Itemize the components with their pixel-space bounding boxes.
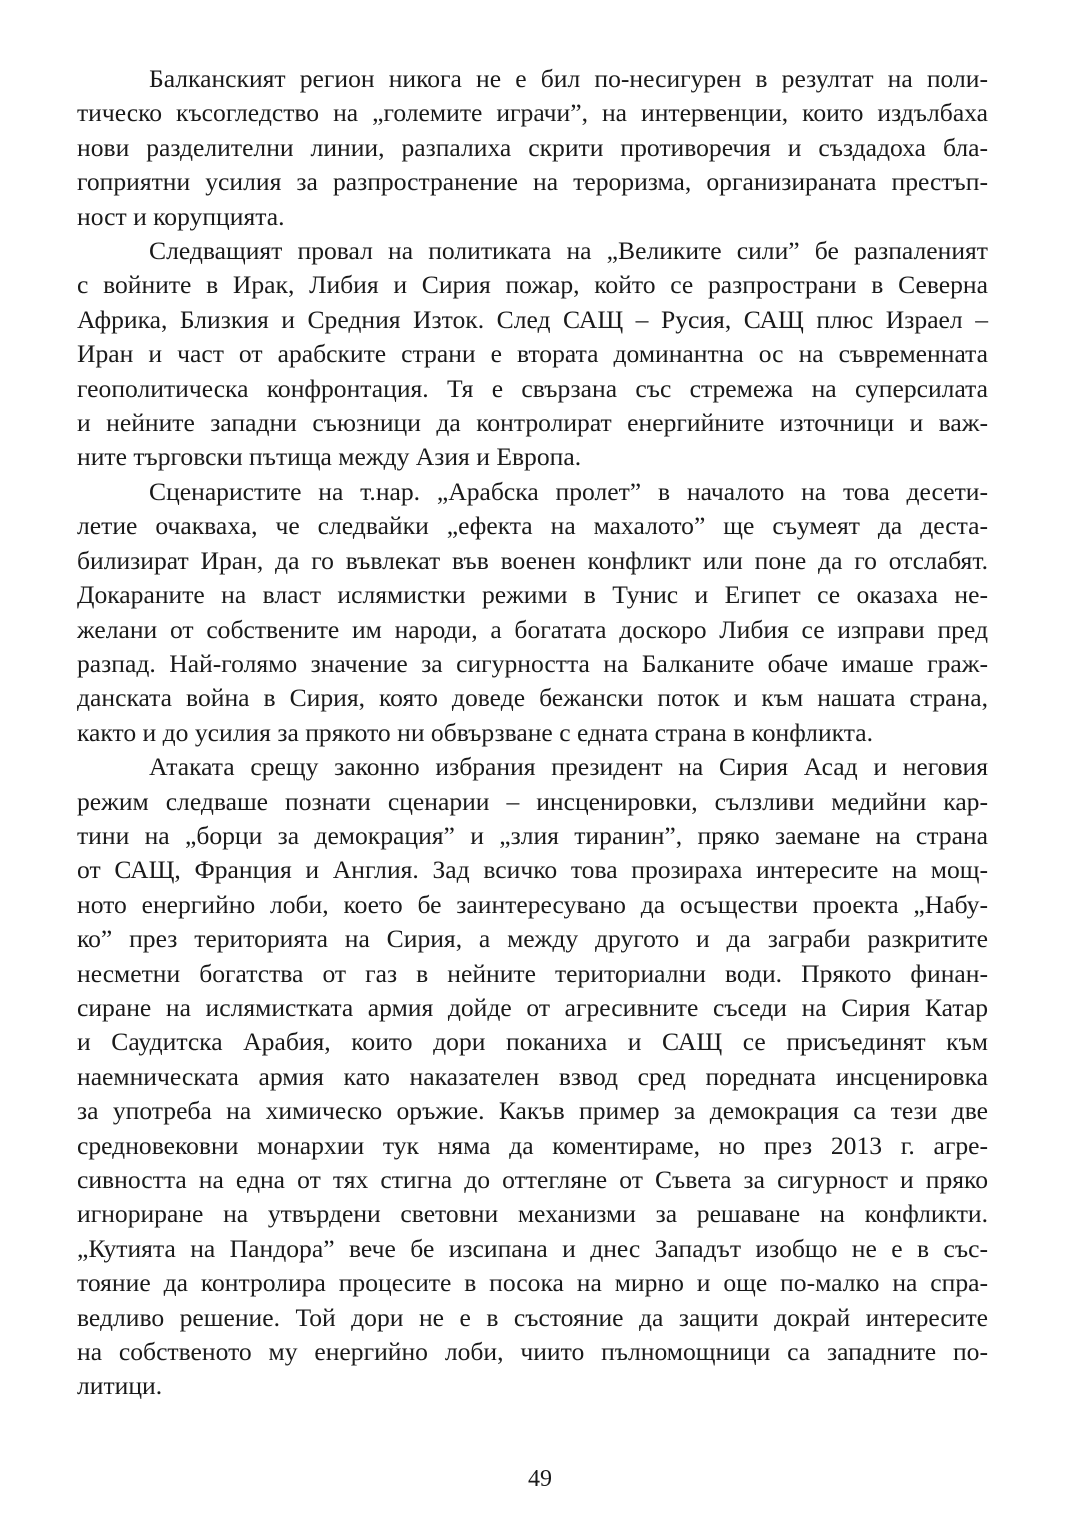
paragraph-2 — [77, 234, 988, 475]
text-line: и нейните западни съюзници да контролират енергийните източници и важ- — [77, 408, 988, 438]
text-line: Сценаристите на т.нар. „Арабска пролет” в началото на това десети- — [149, 476, 988, 506]
text-line: сиране на ислямистката армия дойде от агресивните съседи на Сирия Катар — [77, 992, 988, 1022]
text-line: литици. — [77, 1371, 163, 1401]
text-line: Иран и част от арабските страни е втората доминантна ос на съвременната — [77, 339, 988, 369]
text-line: и Саудитска Арабия, които дори поканиха и САЩ се присъединят към — [77, 1027, 988, 1057]
paragraph-1 — [77, 62, 988, 234]
text-line: тическо късогледство на „големите играчи”, на интервенции, които издълбаха — [77, 98, 988, 128]
text-line: наемническата армия като наказателен взвод сред поредната инсценировка — [77, 1061, 988, 1091]
text-line: билизират Иран, да го въвлекат във военен конфликт или поне да го отслабят. — [77, 545, 988, 575]
text-line: геополитическа конфронтация. Тя е свързана със стремежа на суперсилата — [77, 373, 988, 403]
text-line: гоприятни усилия за разпространение на тероризма, организираната престъп- — [77, 167, 988, 197]
text-line: на собственото му енергийно лоби, чиито пълномощници са западните по- — [77, 1337, 988, 1367]
text-line: Африка, Близкия и Средния Изток. След САЩ – Русия, САЩ плюс Израел – — [77, 304, 988, 334]
text-line: сивността на една от тях стигна до оттегляне от Съвета за сигурност и пряко — [77, 1165, 988, 1194]
text-line: режим следваше познати сценарии – инсценировки, сълзливи медийни кар- — [77, 786, 988, 816]
text-line: ното енергийно лоби, което бе заинтересувано да осъществи проекта „Набу- — [77, 889, 988, 919]
text-line: ведливо решение. Той дори не е в състояние да защити докрай интересите — [77, 1302, 988, 1332]
text-line: за употреба на химическо оръжие. Какъв пример за демокрация са тези две — [77, 1096, 988, 1126]
text-line: Атаката срещу законно избрания президент на Сирия Асад и неговия — [149, 752, 988, 782]
text-line: Балканският регион никога не е бил по-несигурен в резултат на поли- — [149, 64, 988, 93]
text-line: от САЩ, Франция и Англия. Зад всичко това прозираха интересите на мощ- — [77, 855, 988, 885]
text-line: тини на „борци за демокрация” и „злия тиранин”, пряко заемане на страна — [77, 820, 988, 850]
page-number: 49 — [528, 1466, 552, 1492]
text-line: тояние да контролира процесите в посока на мирно и още по-малко на спра- — [77, 1268, 988, 1298]
page-body — [77, 62, 988, 1404]
text-line: игнориране на утвърдени световни механизми за решаване на конфликти. — [77, 1199, 988, 1229]
text-line: нови разделителни линии, разпалиха скрити противоречия и създадоха бла- — [77, 132, 988, 162]
text-line: разпад. Най-голямо значение за сигурността на Балканите обаче имаше граж- — [77, 648, 988, 678]
text-line: летие очакваха, че следвайки „ефекта на махалото” ще съумеят да деста- — [77, 511, 988, 541]
paragraph-4 — [77, 750, 988, 1404]
text-line: средновековни монархии тук няма да коментираме, но през 2013 г. агре- — [77, 1130, 988, 1160]
text-line: Докараните на власт ислямистки режими в Тунис и Египет се оказаха не- — [77, 580, 988, 610]
text-line: ко” през територията на Сирия, а между другото и да заграби разкритите — [77, 924, 988, 954]
text-line: Следващият провал на политиката на „Великите сили” бе разпаленият — [149, 236, 988, 266]
text-line: с войните в Ирак, Либия и Сирия пожар, който се разпространи в Северна — [77, 270, 988, 300]
text-line: както и до усилия за прякото ни обвързване с едната страна в конфликта. — [77, 717, 873, 747]
text-line: ните търговски пътища между Азия и Европа. — [77, 442, 582, 472]
text-line: желани от собствените им народи, а богатата доскоро Либия се изправи пред — [77, 614, 988, 644]
text-line: несметни богатства от газ в нейните териториални води. Прякото финан- — [77, 958, 988, 988]
text-line: данската война в Сирия, която доведе бежански поток и към нашата страна, — [77, 683, 988, 713]
paragraph-3 — [77, 475, 988, 750]
text-line: ност и корупцията. — [77, 201, 285, 231]
text-line: „Кутията на Пандора” вече бе изсипана и днес Западът изобщо не е в със- — [77, 1233, 988, 1263]
